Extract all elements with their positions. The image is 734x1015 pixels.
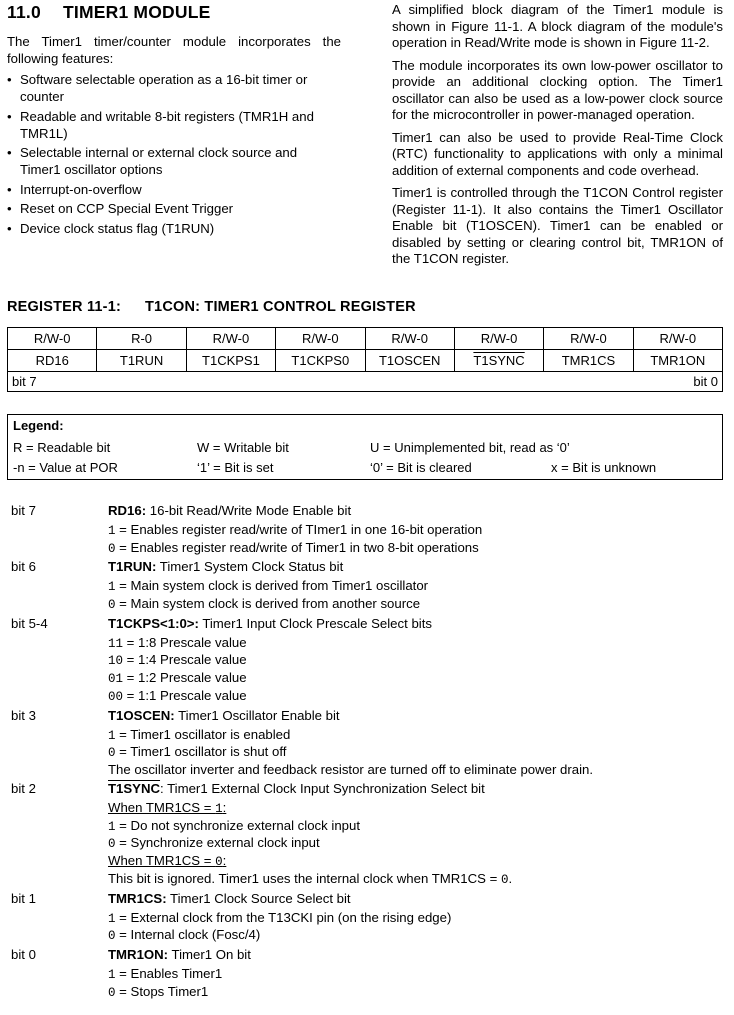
paragraph: A simplified block diagram of the Timer1 module is shown in Figure 11-1. A block diagram of the module's operation in Read/Write mode is shown in Figure 11-2. bbox=[392, 2, 723, 50]
value-text: = Enables Timer1 bbox=[115, 965, 223, 981]
bit-note bbox=[108, 871, 734, 889]
value-code: 01 bbox=[108, 672, 124, 687]
value-code: 1 bbox=[108, 911, 116, 926]
bit-name-cell: T1CKPS1 bbox=[186, 350, 275, 372]
register-table bbox=[7, 327, 723, 392]
value-text: = External clock from the T13CKI pin (on the rising edge) bbox=[115, 909, 452, 925]
register-name: T1CON: TIMER1 CONTROL REGISTER bbox=[145, 299, 416, 315]
value-code: 1 bbox=[108, 728, 116, 743]
bit-name-cell: T1SYNC bbox=[454, 350, 543, 372]
value-text: = Main system clock is derived from another source bbox=[115, 595, 421, 611]
value-text: = Do not synchronize external clock input bbox=[115, 817, 360, 833]
bit-label: bit 5-4 bbox=[11, 615, 48, 631]
bit-label: bit 2 bbox=[11, 780, 36, 796]
value-code: 0 bbox=[108, 746, 116, 761]
condition-colon: : bbox=[222, 799, 227, 815]
register-id: REGISTER 11-1: bbox=[7, 299, 121, 315]
access-cell: R/W-0 bbox=[8, 328, 97, 350]
bit-name-cell: T1RUN bbox=[97, 350, 186, 372]
intro-paragraph: The Timer1 timer/counter module incorporates the following features: bbox=[7, 34, 341, 66]
bit5-4-description bbox=[0, 616, 734, 706]
bit7-description bbox=[0, 503, 734, 557]
value-text: = Timer1 oscillator is enabled bbox=[115, 726, 291, 742]
bit3-description bbox=[0, 708, 734, 779]
condition-code: 1 bbox=[215, 801, 223, 816]
list-item: • Interrupt-on-overflow bbox=[7, 181, 341, 198]
bit-name-cell: TMR1ON bbox=[633, 350, 722, 372]
legend-unknown: x = Bit is unknown bbox=[551, 460, 657, 475]
bit-desc: Timer1 Oscillator Enable bit bbox=[174, 707, 340, 723]
value-text: = Timer1 oscillator is shut off bbox=[115, 744, 287, 760]
paragraph: Timer1 is controlled through the T1CON Control register (Register 11-1). It also contains the Timer1 Oscillator Enable bit (T1OSCEN). Timer1 can be enabled or disabled by setting or clearing control bit, TMR1ON of the T1CON register. bbox=[392, 185, 723, 266]
section-number: 11.0 bbox=[7, 2, 41, 22]
bit-name: T1SYNC bbox=[108, 780, 161, 796]
legend-unimplemented: U = Unimplemented bit, read as ‘0’ bbox=[370, 440, 570, 455]
condition-label bbox=[108, 853, 734, 871]
legend-set: ‘1’ = Bit is set bbox=[197, 460, 274, 475]
bit-label: bit 6 bbox=[11, 559, 36, 575]
bit-label: bit 1 bbox=[11, 890, 36, 906]
value-text: = 1:1 Prescale value bbox=[123, 687, 247, 703]
lsb-label: bit 0 bbox=[693, 374, 718, 389]
legend-por: -n = Value at POR bbox=[13, 460, 118, 475]
bit-name-cell: T1CKPS0 bbox=[276, 350, 365, 372]
value-code: 0 bbox=[108, 929, 116, 944]
paragraph: The module incorporates its own low-power oscillator to provide an additional clocking option. The Timer1 oscillator can also be used as a low-power clock source for the microcontroller in power-managed operation. bbox=[392, 57, 723, 122]
access-row bbox=[8, 328, 723, 350]
note-period: . bbox=[508, 870, 513, 886]
section-heading bbox=[7, 2, 341, 23]
bit-note: The oscillator inverter and feedback resistor are turned off to eliminate power drain. bbox=[108, 762, 594, 778]
value-code: 00 bbox=[108, 689, 124, 704]
value-code: 1 bbox=[108, 967, 116, 982]
bit-position-row bbox=[8, 372, 723, 392]
bit-desc: Timer1 System Clock Status bit bbox=[156, 559, 344, 575]
value-code: 1 bbox=[108, 819, 116, 834]
access-cell: R/W-0 bbox=[365, 328, 454, 350]
bit-name: TMR1CS: bbox=[108, 890, 167, 906]
register-title bbox=[7, 299, 416, 315]
access-cell: R/W-0 bbox=[276, 328, 365, 350]
paragraph: Timer1 can also be used to provide Real-Time Clock (RTC) functionality to applications with only a minimal addition of external components and code overhead. bbox=[392, 129, 723, 178]
value-code: 0 bbox=[108, 597, 116, 612]
bit-name-row bbox=[8, 350, 723, 372]
bit-label: bit 0 bbox=[11, 947, 36, 963]
value-text: = Synchronize external clock input bbox=[115, 835, 320, 851]
value-code: 11 bbox=[108, 636, 124, 651]
condition-label bbox=[108, 800, 734, 818]
bit-desc: Timer1 On bit bbox=[168, 947, 251, 963]
bit-desc: 16-bit Read/Write Mode Enable bit bbox=[146, 503, 352, 518]
msb-label: bit 7 bbox=[12, 374, 37, 389]
condition-code: 0 bbox=[215, 855, 223, 870]
value-text: = Main system clock is derived from Timer1 oscillator bbox=[115, 578, 429, 594]
access-cell: R/W-0 bbox=[633, 328, 722, 350]
value-text: = 1:4 Prescale value bbox=[123, 652, 247, 668]
value-code: 0 bbox=[108, 985, 116, 1000]
bit-name: T1OSCEN: bbox=[108, 707, 175, 723]
left-column bbox=[7, 2, 341, 239]
feature-list bbox=[7, 71, 341, 237]
bit-desc: : Timer1 External Clock Input Synchronization Select bit bbox=[160, 780, 485, 796]
bit-name-cell: RD16 bbox=[8, 350, 97, 372]
condition-text: When TMR1CS = bbox=[108, 799, 216, 815]
list-item: • Selectable internal or external clock source and Timer1 oscillator options bbox=[7, 144, 341, 178]
legend-cleared: ‘0’ = Bit is cleared bbox=[370, 460, 472, 475]
value-code: 0 bbox=[108, 837, 116, 852]
right-column bbox=[392, 2, 723, 274]
value-text: = Internal clock (Fosc/4) bbox=[115, 927, 261, 943]
value-code: 1 bbox=[108, 580, 116, 595]
bit-desc: Timer1 Input Clock Prescale Select bits bbox=[198, 615, 432, 631]
value-text: = Enables register read/write of Timer1 in two 8-bit operations bbox=[115, 539, 479, 555]
bit-name: T1CKPS<1:0>: bbox=[108, 615, 199, 631]
bit-name: T1RUN: bbox=[108, 559, 157, 575]
bit-label: bit 3 bbox=[11, 707, 36, 723]
bit6-description bbox=[0, 559, 734, 613]
note-code: 0 bbox=[500, 872, 509, 887]
value-text: = 1:8 Prescale value bbox=[123, 634, 247, 650]
list-item: • Reset on CCP Special Event Trigger bbox=[7, 200, 341, 217]
access-cell: R/W-0 bbox=[454, 328, 543, 350]
bit-descriptions bbox=[0, 503, 734, 1002]
bit-name: TMR1ON: bbox=[108, 947, 169, 963]
section-title: TIMER1 MODULE bbox=[63, 2, 211, 22]
legend-title: Legend: bbox=[13, 418, 64, 433]
bit-name: RD16: bbox=[108, 503, 147, 518]
value-text: = 1:2 Prescale value bbox=[123, 670, 247, 686]
bit0-description bbox=[0, 947, 734, 1001]
value-code: 1 bbox=[108, 523, 116, 538]
condition-text: When TMR1CS = bbox=[108, 853, 216, 869]
list-item: • Software selectable operation as a 16-bit timer or counter bbox=[7, 71, 341, 105]
bit-name-cell: T1OSCEN bbox=[365, 350, 454, 372]
list-item: • Device clock status flag (T1RUN) bbox=[7, 220, 341, 237]
legend-readable: R = Readable bit bbox=[13, 440, 111, 455]
bit-position-cell bbox=[8, 372, 723, 392]
value-code: 10 bbox=[108, 654, 124, 669]
legend-writable: W = Writable bit bbox=[197, 440, 289, 455]
bit-label: bit 7 bbox=[11, 503, 36, 518]
access-cell: R-0 bbox=[97, 328, 186, 350]
bit-name-cell: TMR1CS bbox=[544, 350, 633, 372]
intro-section bbox=[0, 0, 734, 285]
bit-desc: Timer1 Clock Source Select bit bbox=[166, 890, 351, 906]
access-cell: R/W-0 bbox=[186, 328, 275, 350]
legend-box bbox=[7, 414, 723, 480]
bit2-description bbox=[0, 781, 734, 889]
access-cell: R/W-0 bbox=[544, 328, 633, 350]
bit1-description bbox=[0, 891, 734, 945]
value-text: = Stops Timer1 bbox=[115, 983, 209, 999]
list-item: • Readable and writable 8-bit registers (TMR1H and TMR1L) bbox=[7, 108, 341, 142]
value-text: = Enables register read/write of TImer1 in one 16-bit operation bbox=[115, 521, 483, 537]
condition-colon: : bbox=[222, 853, 227, 869]
value-code: 0 bbox=[108, 541, 116, 556]
note-text: This bit is ignored. Timer1 uses the internal clock when TMR1CS = bbox=[108, 870, 501, 886]
